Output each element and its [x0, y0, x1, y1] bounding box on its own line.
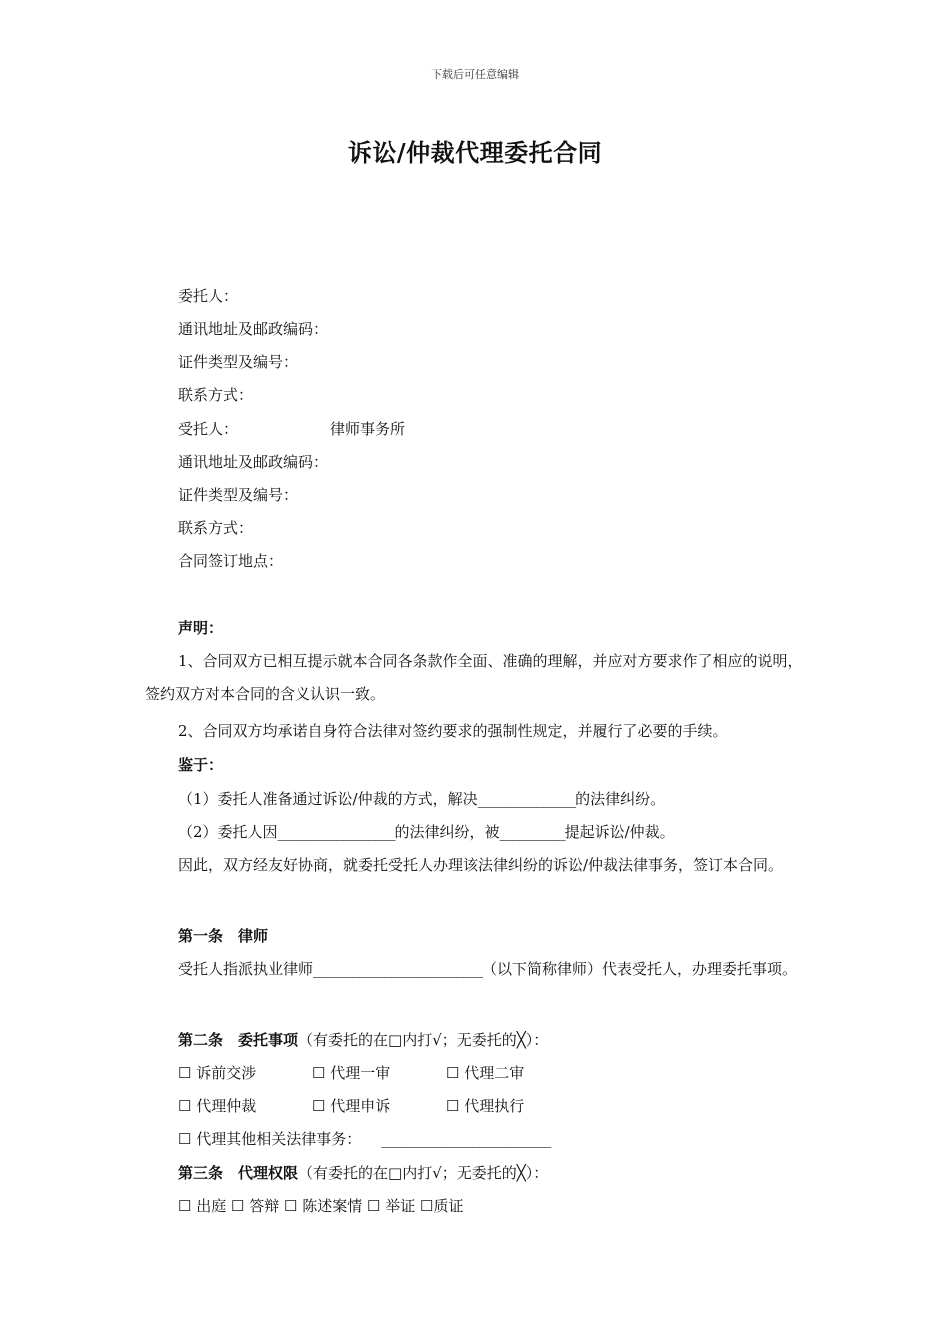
- client-address-label: 通讯地址及邮政编码：: [178, 320, 329, 338]
- option-first-instance[interactable]: ☐ 代理一审: [312, 1064, 391, 1082]
- option-arbitration[interactable]: ☐ 代理仲裁: [178, 1097, 257, 1115]
- article-3-heading-line: [178, 1163, 548, 1183]
- option-second-instance[interactable]: ☐ 代理二审: [446, 1064, 525, 1082]
- article-3-heading: 第三条 代理权限: [178, 1164, 299, 1182]
- article-3-note: （有委托的在□内打√；无委托的╳）：: [298, 1164, 549, 1182]
- whereas-item-2-text-c: 提起诉讼/仲裁。: [564, 823, 675, 841]
- whereas-item-2-text-a: （2）委托人因: [178, 823, 278, 841]
- option-execution[interactable]: ☐ 代理执行: [446, 1097, 525, 1115]
- whereas-item-2: [178, 822, 675, 842]
- statement-paragraph-1: 1、合同双方已相互提示就本合同各条款作全面、准确的理解，并应对方要求作了相应的说明，签约双方对本合同的含义认识一致。: [145, 652, 803, 703]
- client-id-label: 证件类型及编号：: [178, 353, 299, 371]
- whereas-heading: 鉴于：: [178, 756, 224, 774]
- article-2-heading: 第二条 委托事项: [178, 1031, 299, 1049]
- statement-paragraph-2: 2、合同双方均承诺自身符合法律对签约要求的强制性规定，并履行了必要的手续。: [178, 722, 728, 740]
- agent-address-label: 通讯地址及邮政编码：: [178, 453, 329, 471]
- agent-label: 受托人：: [178, 420, 239, 438]
- client-label: 委托人：: [178, 287, 239, 305]
- option-other-legal-matters[interactable]: ☐ 代理其他相关法律事务：: [178, 1130, 362, 1148]
- option-state-case[interactable]: ☐ 陈述案情: [284, 1197, 363, 1215]
- article-1-blank: __________________________: [313, 960, 483, 978]
- whereas-item-2-blank-1: __________________: [277, 823, 395, 841]
- sign-place-label: 合同签订地点：: [178, 552, 284, 570]
- whereas-item-2-text-b: 的法律纠纷，被: [394, 823, 500, 841]
- whereas-item-1: [178, 789, 665, 809]
- article-2-options-row-1: [178, 1063, 524, 1083]
- agent-firm: 律师事务所: [330, 420, 406, 438]
- agent-line: [178, 419, 405, 439]
- whereas-item-2-blank-2: __________: [499, 823, 565, 841]
- whereas-item-1-text-a: （1）委托人准备通过诉讼/仲裁的方式，解决: [178, 790, 478, 808]
- article-3-options-row: [178, 1196, 463, 1216]
- option-pre-suit-negotiation[interactable]: ☐ 诉前交涉: [178, 1064, 257, 1082]
- option-appear-in-court[interactable]: ☐ 出庭: [178, 1197, 227, 1215]
- article-2-other-row: [178, 1129, 550, 1149]
- client-contact-label: 联系方式：: [178, 386, 254, 404]
- article-2-note: （有委托的在□内打√；无委托的╳）：: [298, 1031, 549, 1049]
- option-cross-examine[interactable]: ☐质证: [420, 1197, 464, 1215]
- whereas-item-1-text-b: 的法律纠纷。: [575, 790, 666, 808]
- option-defense[interactable]: ☐ 答辩: [231, 1197, 280, 1215]
- statement-heading: 声明：: [178, 619, 224, 637]
- whereas-conclusion: 因此，双方经友好协商，就委托受托人办理该法律纠纷的诉讼/仲裁法律事务，签订本合同。: [178, 856, 784, 874]
- option-appeal[interactable]: ☐ 代理申诉: [312, 1097, 391, 1115]
- article-1-heading: 第一条 律师: [178, 927, 269, 945]
- article-1-text-b: （以下简称律师）代表受托人，办理委托事项。: [482, 960, 798, 978]
- document-title: 诉讼/仲裁代理委托合同: [347, 138, 603, 167]
- article-2-heading-line: [178, 1030, 548, 1050]
- whereas-item-1-blank: _______________: [477, 790, 576, 808]
- header-note: 下载后可任意编辑: [431, 68, 519, 81]
- article-2-other-blank: __________________________: [381, 1130, 551, 1148]
- agent-contact-label: 联系方式：: [178, 519, 254, 537]
- article-1-text: [145, 953, 810, 986]
- option-present-evidence[interactable]: ☐ 举证: [367, 1197, 416, 1215]
- article-1-text-a: 受托人指派执业律师: [178, 960, 314, 978]
- agent-id-label: 证件类型及编号：: [178, 486, 299, 504]
- article-2-options-row-2: [178, 1096, 524, 1116]
